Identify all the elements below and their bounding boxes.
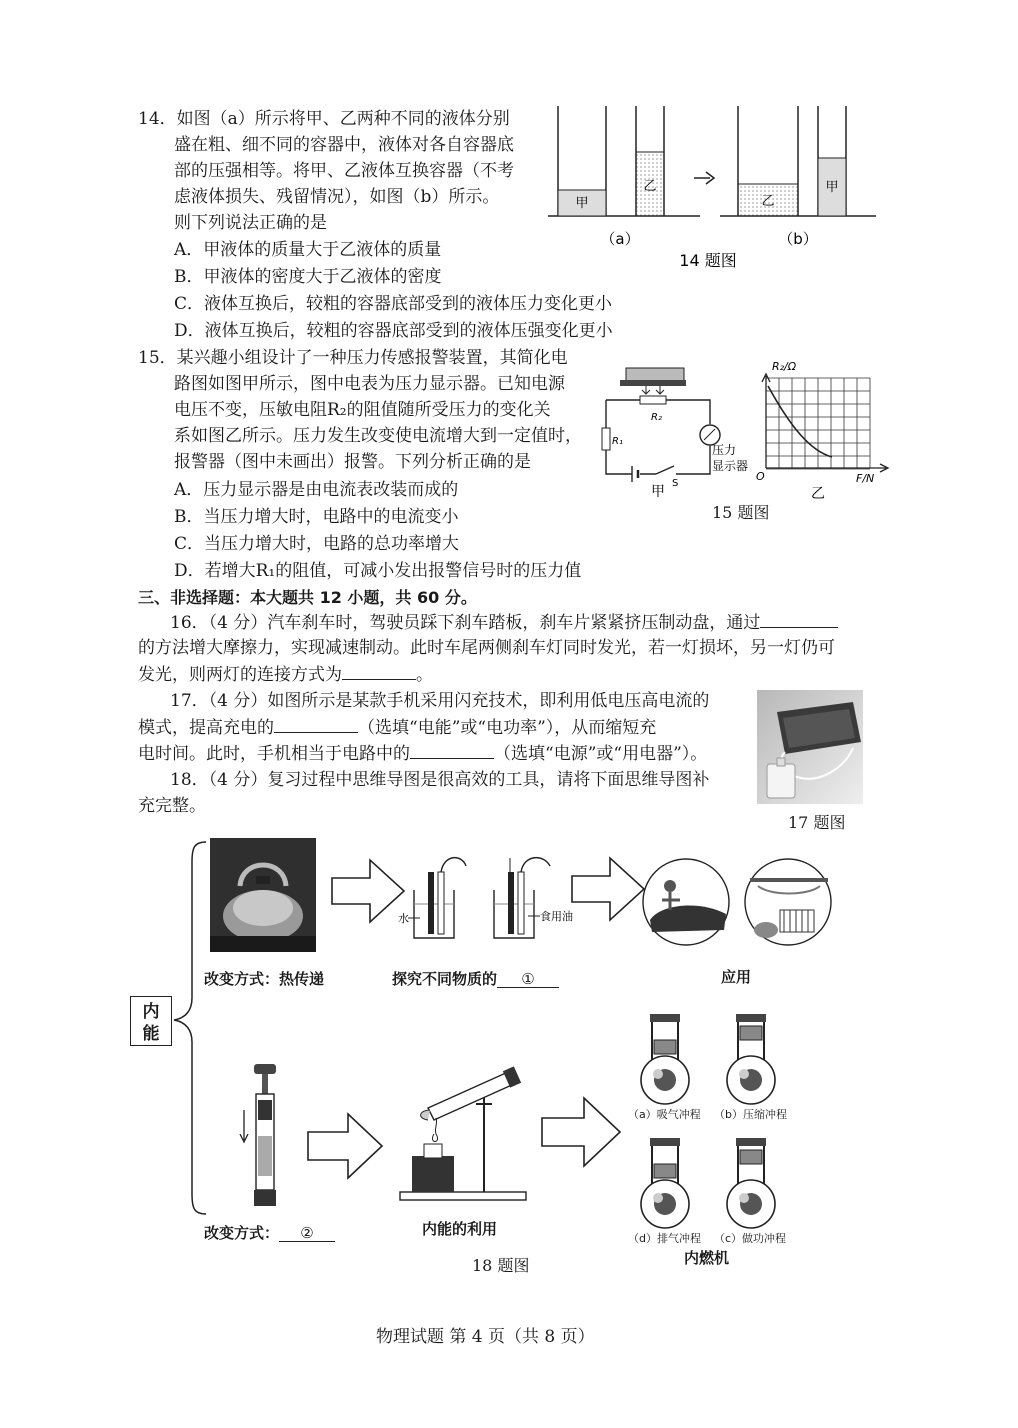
q15-caption: 15 题图 xyxy=(712,503,770,522)
q17-blank-1[interactable] xyxy=(274,714,358,733)
engine-cylinder-icon xyxy=(641,1138,689,1228)
q14-option-b: B．甲液体的密度大于乙液体的密度 xyxy=(174,267,442,287)
q15-graph-figure xyxy=(750,356,900,500)
arrow-down-icon xyxy=(240,1110,248,1142)
q14-label-a: （a） xyxy=(600,230,640,248)
q18-line-1: 18．（4 分）复习过程中思维导图是很高效的工具，请将下面思维导图补 xyxy=(170,770,710,790)
q16-line-3 xyxy=(138,661,433,688)
q17-line-2 xyxy=(138,714,656,741)
q17-text-3a: 电时间。此时，手机相当于电路中的 xyxy=(138,744,410,764)
q16-line-2: 的方法增大摩擦力，实现减速制动。此时车尾两侧刹车灯同时发光，若一灯损坏，另一灯仍可 xyxy=(138,638,835,658)
mindmap-brace xyxy=(170,838,210,1218)
label-application: 应用 xyxy=(721,968,752,986)
q17-text-3b: （选填“电源”或“用电器”）。 xyxy=(494,744,708,764)
q14-line-2: 盛在粗、细不同的容器中，液体对各自容器底 xyxy=(174,135,514,155)
q14-label-yi-a: 乙 xyxy=(643,179,657,194)
q15-graph-origin: O xyxy=(756,470,765,483)
q15-graph-xlabel: F/N xyxy=(856,472,875,485)
engine-cylinder-icon xyxy=(641,1014,689,1104)
q15-option-a: A．压力显示器是由电流表改装而成的 xyxy=(174,480,459,500)
q15-r2-label: R₂ xyxy=(651,412,662,423)
mindmap-blank-1-number: ① xyxy=(521,970,535,988)
label-way-2 xyxy=(204,1222,335,1243)
q17-blank-2[interactable] xyxy=(410,740,494,759)
mindmap-blank-2[interactable] xyxy=(279,1224,335,1242)
q17-text-2a: 模式，提高充电的 xyxy=(138,718,274,738)
q16-text-3-end: 。 xyxy=(416,665,433,685)
q14-label-yi-b: 乙 xyxy=(761,194,775,209)
q15-r1-label: R₁ xyxy=(612,436,623,447)
q15-line-5: 报警器（图中未画出）报警。下列分析正确的是 xyxy=(174,452,531,472)
q14-label-jia-a: 甲 xyxy=(575,196,589,211)
q18-caption: 18 题图 xyxy=(472,1256,530,1275)
q15-label-jia: 甲 xyxy=(651,484,665,500)
q16-blank-1[interactable] xyxy=(760,609,838,628)
label-energy-use: 内能的利用 xyxy=(422,1220,498,1238)
hollow-arrow-icon xyxy=(330,858,406,924)
beaker-label-water: 水 xyxy=(398,912,409,925)
mindmap-blank-2-number: ② xyxy=(300,1224,314,1242)
q15-meter-label-1: 压力 xyxy=(712,443,737,457)
q15-option-b: B．当压力增大时，电路中的电流变小 xyxy=(174,507,459,527)
q14-label-b: （b） xyxy=(778,230,818,248)
q16-blank-2[interactable] xyxy=(342,661,416,680)
engine-strokes-figure xyxy=(624,1010,804,1244)
q15-line-2: 路图如图甲所示，图中电表为压力显示器。已知电源 xyxy=(174,374,565,394)
section-3-heading: 三、非选择题：本大题共 12 小题，共 60 分。 xyxy=(138,588,477,607)
kettle-photo xyxy=(210,838,316,952)
q15-line-3: 电压不变，压敏电阻R₂的阻值随所受压力的变化关 xyxy=(174,400,551,420)
q14-line-5: 则下列说法正确的是 xyxy=(174,213,327,233)
arrow-right-icon xyxy=(694,172,714,184)
q15-line-1: 15．某兴趣小组设计了一种压力传感报警装置，其简化电 xyxy=(138,348,568,368)
stroke-label-compression: （b）压缩冲程 xyxy=(714,1108,787,1121)
q14-line-4: 虑液体损失、残留情况），如图（b）所示。 xyxy=(174,187,500,207)
q14-label-jia-b: 甲 xyxy=(825,180,839,195)
steam-test-tube-figure xyxy=(398,1064,528,1204)
label-explore xyxy=(392,968,559,989)
stroke-label-exhaust: （d）排气冲程 xyxy=(628,1232,701,1245)
q14-option-a: A．甲液体的质量大于乙液体的质量 xyxy=(174,240,442,260)
mindmap-root-label: 内能 xyxy=(142,1002,160,1044)
page-footer: 物理试题 第 4 页（共 8 页） xyxy=(376,1327,595,1347)
gauge-icon xyxy=(700,425,720,445)
q14-line-3: 部的压强相等。将甲、乙液体互换容器（不考 xyxy=(174,161,514,181)
q15-option-d: D．若增大R₁的阻值，可减小发出报警信号时的压力值 xyxy=(174,561,582,581)
q14-option-d: D．液体互换后，较粗的容器底部受到的液体压强变化更小 xyxy=(174,321,613,341)
q15-meter-label-2: 显示器 xyxy=(712,459,749,473)
label-heat-transfer: 改变方式：热传递 xyxy=(204,970,325,988)
q15-line-4: 系如图乙所示。压力发生改变使电流增大到一定值时， xyxy=(174,426,582,446)
q15-circuit-figure xyxy=(596,362,749,502)
q15-option-c: C．当压力增大时，电路的总功率增大 xyxy=(174,534,460,554)
q14-option-c: C．液体互换后，较粗的容器底部受到的液体压力变化更小 xyxy=(174,294,613,314)
q16-text-1: 16．（4 分）汽车刹车时，驾驶员踩下刹车踏板，刹车片紧紧挤压制动盘，通过 xyxy=(170,613,761,633)
label-engine: 内燃机 xyxy=(684,1249,730,1267)
label-way-2-text: 改变方式： xyxy=(204,1224,280,1242)
fire-syringe-figure xyxy=(236,1060,296,1210)
beaker-label-oil: 食用油 xyxy=(540,910,573,923)
q14-line-1: 14．如图（a）所示将甲、乙两种不同的液体分别 xyxy=(138,109,510,129)
label-explore-text: 探究不同物质的 xyxy=(392,970,498,988)
q16-text-3: 发光，则两灯的连接方式为 xyxy=(138,665,342,685)
q17-text-2b: （选填“电能”或“电功率”），从而缩短充 xyxy=(358,718,657,738)
q15-graph-ylabel: R₂/Ω xyxy=(772,360,797,373)
q17-line-1: 17．（4 分）如图所示是某款手机采用闪充技术，即利用低电压高电流的 xyxy=(170,691,710,711)
hollow-arrow-icon xyxy=(570,856,646,922)
q17-caption: 17 题图 xyxy=(788,813,846,832)
mindmap-root-box xyxy=(130,996,172,1046)
q14-figure xyxy=(540,106,880,276)
hollow-arrow-icon xyxy=(540,1096,622,1168)
application-images xyxy=(640,856,840,948)
q17-phone-photo xyxy=(757,690,863,804)
engine-cylinder-icon xyxy=(727,1138,775,1228)
stroke-label-power: （c）做功冲程 xyxy=(714,1232,787,1245)
mindmap-blank-1[interactable] xyxy=(497,970,559,988)
stroke-label-intake: （a）吸气冲程 xyxy=(628,1108,701,1121)
q14-caption: 14 题图 xyxy=(679,251,737,270)
q17-line-3 xyxy=(138,740,707,767)
q15-label-yi: 乙 xyxy=(811,486,825,502)
q18-line-2: 充完整。 xyxy=(138,796,206,816)
q16-line-1 xyxy=(170,609,838,636)
q15-switch-label: S xyxy=(672,478,679,489)
engine-cylinder-icon xyxy=(727,1014,775,1104)
hollow-arrow-icon xyxy=(306,1112,384,1180)
